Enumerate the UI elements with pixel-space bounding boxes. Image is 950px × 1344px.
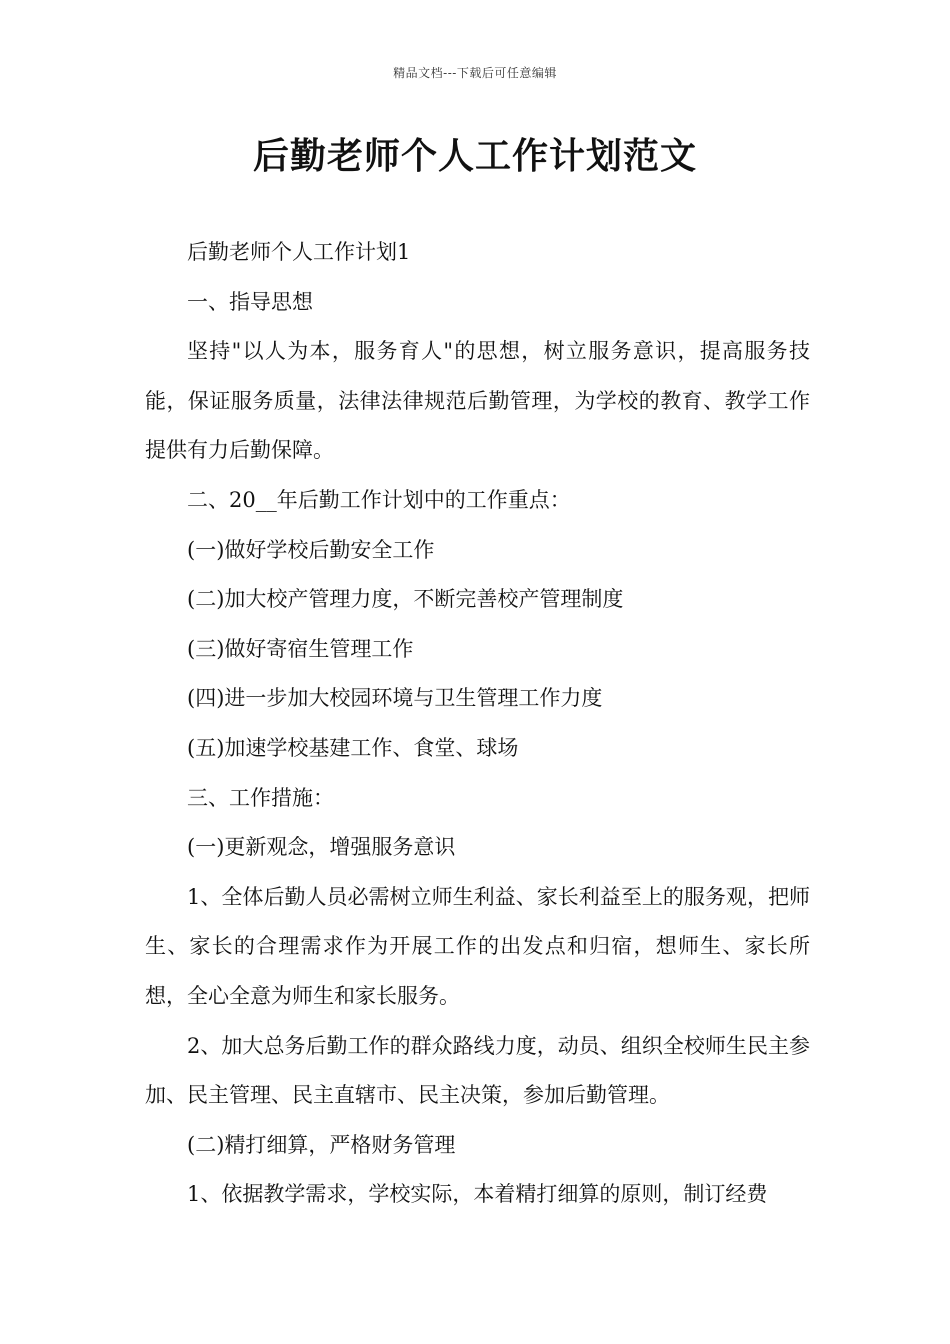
paragraph-heading-key-points: 二、20__年后勤工作计划中的工作重点： [187,487,571,512]
list-item: (五)加速学校基建工作、食堂、球场 [187,735,519,760]
list-item: (一)更新观念，增强服务意识 [187,835,456,860]
list-item: (二)精打细算，严格财务管理 [187,1132,456,1157]
list-item: (一)做好学校后勤安全工作 [187,537,435,562]
header-note: 精品文档---下载后可任意编辑 [393,66,557,80]
paragraph: 1、依据教学需求，学校实际，本着精打细算的原则，制订经费 [187,1182,768,1207]
document-body [145,228,810,1220]
paragraph: 1、全体后勤人员必需树立师生利益、家长利益至上的服务观，把师生、家长的合理需求作为开展工作的出发点和归宿，想师生、家长所想，全心全意为师生和家长服务。 [145,884,810,1008]
paragraph-heading-measures: 三、工作措施： [187,785,334,810]
document-title: 后勤老师个人工作计划范文 [252,136,697,177]
list-item: (四)进一步加大校园环境与卫生管理工作力度 [187,686,603,711]
paragraph: 2、加大总务后勤工作的群众路线力度，动员、组织全校师生民主参加、民主管理、民主直辖市、民主决策，参加后勤管理。 [145,1033,810,1108]
list-item: (二)加大校产管理力度，不断完善校产管理制度 [187,587,624,612]
list-item: (三)做好寄宿生管理工作 [187,636,414,661]
paragraph-section-heading: 后勤老师个人工作计划1 [187,240,411,264]
paragraph-heading-guiding-thought: 一、指导思想 [187,289,313,314]
paragraph: 坚持"以人为本，服务育人"的思想，树立服务意识，提高服务技能，保证服务质量，法律法律规范后勤管理，为学校的教育、教学工作提供有力后勤保障。 [145,339,810,463]
